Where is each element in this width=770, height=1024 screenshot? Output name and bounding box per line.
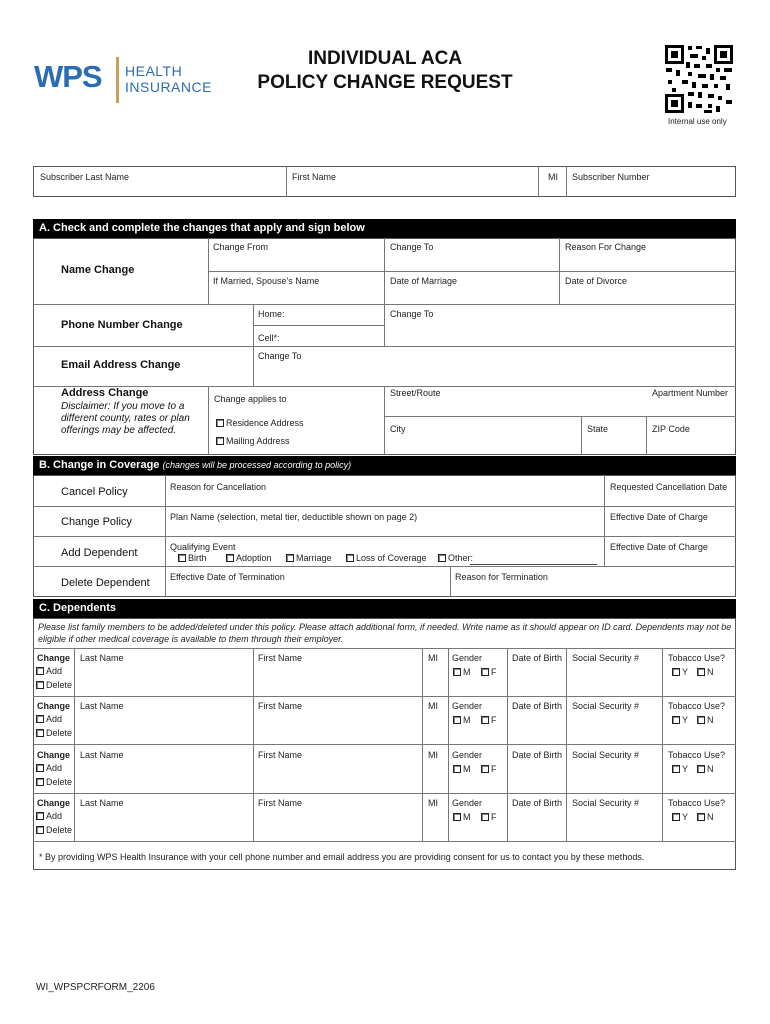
dependent-last-name-field[interactable]: Last Name (80, 701, 124, 711)
checkbox-icon[interactable] (36, 715, 44, 723)
tobacco-use-label: Tobacco Use? (668, 750, 726, 760)
other-event-input[interactable] (470, 564, 597, 565)
dependent-add-checkbox[interactable]: Add (36, 666, 62, 676)
phone-change-label: Phone Number Change (61, 319, 183, 331)
dependent-add-checkbox[interactable]: Add (36, 763, 62, 773)
spouse-name-field[interactable]: If Married, Spouse's Name (213, 276, 320, 286)
reason-for-change-field[interactable]: Reason For Change (565, 242, 647, 252)
section-a-title: A. Check and complete the changes that apply and sign below (39, 222, 365, 234)
home-phone-field[interactable]: Home: (258, 309, 285, 319)
checkbox-icon[interactable] (216, 419, 224, 427)
subscriber-last-name-field[interactable]: Subscriber Last Name (40, 172, 130, 182)
dependent-gender-label: Gender (452, 750, 483, 760)
cell-phone-field[interactable]: Cell*: (258, 333, 280, 343)
tobacco-y-checkbox[interactable]: Y (672, 667, 688, 677)
checkbox-icon[interactable] (36, 778, 44, 786)
address-change-label: Address Change (61, 387, 149, 399)
checkbox-icon[interactable] (672, 765, 680, 773)
tobacco-n-checkbox[interactable]: N (697, 764, 714, 774)
dependent-gender-label: Gender (452, 798, 483, 808)
checkbox-icon[interactable] (481, 765, 489, 773)
checkbox-icon[interactable] (438, 554, 446, 562)
dependent-mi-field[interactable]: MI (428, 701, 438, 711)
gender-m-checkbox[interactable]: M (453, 764, 471, 774)
gender-m-checkbox[interactable]: M (453, 667, 471, 677)
checkbox-icon[interactable] (672, 813, 680, 821)
logo-wps-text: WPS (34, 59, 102, 94)
checkbox-icon[interactable] (346, 554, 354, 562)
tobacco-y-checkbox[interactable]: Y (672, 812, 688, 822)
gender-m-checkbox[interactable]: M (453, 715, 471, 725)
checkbox-icon[interactable] (481, 716, 489, 724)
dependent-ssn-field[interactable]: Social Security # (572, 798, 640, 808)
checkbox-icon[interactable] (697, 813, 705, 821)
subscriber-mi-field[interactable]: MI (548, 172, 558, 182)
checkbox-icon[interactable] (453, 716, 461, 724)
logo-health-text: HEALTH (125, 63, 183, 79)
date-of-marriage-field[interactable]: Date of Marriage (390, 276, 458, 286)
checkbox-icon[interactable] (36, 764, 44, 772)
section-b-header (33, 456, 736, 475)
phone-change-to-field[interactable]: Change To (390, 309, 434, 319)
dependent-first-name-field[interactable]: First Name (258, 653, 303, 663)
qr-code (664, 44, 734, 114)
event-other-checkbox[interactable]: Other: (438, 553, 473, 563)
city-field[interactable]: City (390, 424, 406, 434)
zip-code-field[interactable]: ZIP Code (652, 424, 690, 434)
checkbox-icon[interactable] (36, 812, 44, 820)
dependent-ssn-field[interactable]: Social Security # (572, 701, 640, 711)
effective-date-termination-field[interactable]: Effective Date of Termination (170, 572, 285, 582)
checkbox-icon[interactable] (286, 554, 294, 562)
change-to-field[interactable]: Change To (390, 242, 434, 252)
section-a-header (33, 219, 736, 238)
change-applies-to-label: Change applies to (214, 394, 287, 404)
residence-address-checkbox[interactable]: Residence Address (216, 418, 304, 428)
dependent-last-name-field[interactable]: Last Name (80, 750, 124, 760)
effective-date-change-field-2[interactable]: Effective Date of Charge (610, 542, 708, 552)
dependent-ssn-field[interactable]: Social Security # (572, 653, 640, 663)
cancel-policy-label: Cancel Policy (61, 486, 128, 498)
title-line-1: INDIVIDUAL ACA (307, 48, 463, 69)
dependent-last-name-field[interactable]: Last Name (80, 798, 124, 808)
address-disclaimer: Disclaimer: If you move to a different county, rates or plan offerings may be affected. (61, 401, 190, 436)
tobacco-y-checkbox[interactable]: Y (672, 715, 688, 725)
checkbox-icon[interactable] (453, 668, 461, 676)
gender-f-checkbox[interactable]: F (481, 764, 497, 774)
email-change-to-field[interactable]: Change To (258, 351, 302, 361)
footnote: * By providing WPS Health Insurance with your cell phone number and email address you are providing consent for us to contact you by these methods. (39, 852, 645, 862)
dependent-gender-label: Gender (452, 653, 483, 663)
event-marriage-checkbox[interactable]: Marriage (286, 553, 332, 563)
dependent-delete-checkbox[interactable]: Delete (36, 825, 72, 835)
dependent-add-checkbox[interactable]: Add (36, 714, 62, 724)
checkbox-icon[interactable] (697, 716, 705, 724)
qualifying-event-label: Qualifying Event (170, 542, 236, 552)
dependent-change-label: Change (37, 701, 71, 711)
dependent-mi-field[interactable]: MI (428, 798, 438, 808)
checkbox-icon[interactable] (481, 668, 489, 676)
tobacco-use-label: Tobacco Use? (668, 798, 726, 808)
section-c-title: C. Dependents (39, 602, 117, 614)
name-change-label: Name Change (61, 264, 135, 276)
checkbox-icon[interactable] (453, 813, 461, 821)
change-policy-label: Change Policy (61, 516, 132, 528)
email-change-label: Email Address Change (61, 359, 181, 371)
checkbox-icon[interactable] (672, 716, 680, 724)
delete-dependent-label: Delete Dependent (61, 577, 150, 589)
dependent-mi-field[interactable]: MI (428, 750, 438, 760)
checkbox-icon[interactable] (453, 765, 461, 773)
page-title (230, 47, 540, 95)
reason-for-termination-field[interactable]: Reason for Termination (455, 572, 548, 582)
dependent-gender-label: Gender (452, 701, 483, 711)
dependent-dob-field[interactable]: Date of Birth (512, 750, 563, 760)
dependent-add-checkbox[interactable]: Add (36, 811, 62, 821)
gender-f-checkbox[interactable]: F (481, 812, 497, 822)
logo-divider (116, 57, 119, 103)
event-loss-of-coverage-checkbox[interactable]: Loss of Coverage (346, 553, 427, 563)
checkbox-icon[interactable] (36, 667, 44, 675)
gender-m-checkbox[interactable]: M (453, 812, 471, 822)
dependent-first-name-field[interactable]: First Name (258, 701, 303, 711)
form-id: WI_WPSPCRFORM_2206 (36, 982, 155, 993)
checkbox-icon[interactable] (36, 681, 44, 689)
gender-f-checkbox[interactable]: F (481, 715, 497, 725)
tobacco-y-checkbox[interactable]: Y (672, 764, 688, 774)
checkbox-icon[interactable] (178, 554, 186, 562)
change-from-field[interactable]: Change From (213, 242, 269, 252)
mailing-address-checkbox[interactable]: Mailing Address (216, 436, 290, 446)
wps-logo (34, 57, 214, 107)
reason-for-cancellation-field[interactable]: Reason for Cancellation (170, 482, 267, 492)
tobacco-n-checkbox[interactable]: N (697, 812, 714, 822)
dependent-last-name-field[interactable]: Last Name (80, 653, 124, 663)
date-of-divorce-field[interactable]: Date of Divorce (565, 276, 628, 286)
event-birth-checkbox[interactable]: Birth (178, 553, 207, 563)
state-field[interactable]: State (587, 424, 609, 434)
dependent-change-label: Change (37, 798, 71, 808)
apartment-number-field[interactable]: Apartment Number (652, 388, 729, 398)
tobacco-use-label: Tobacco Use? (668, 701, 726, 711)
dependents-instructions: Please list family members to be added/deleted under this policy. Please attach additional form, if needed. Write name as it should appear on ID card. Dependents may not be eligible if other medical coverage is available to them through their employer. (38, 622, 732, 644)
tobacco-n-checkbox[interactable]: N (697, 715, 714, 725)
dependent-change-label: Change (37, 653, 71, 663)
gender-f-checkbox[interactable]: F (481, 667, 497, 677)
dependent-mi-field[interactable]: MI (428, 653, 438, 663)
dependent-delete-checkbox[interactable]: Delete (36, 728, 72, 738)
title-line-2: POLICY CHANGE REQUEST (257, 72, 513, 93)
tobacco-use-label: Tobacco Use? (668, 653, 726, 663)
dependent-dob-field[interactable]: Date of Birth (512, 701, 563, 711)
checkbox-icon[interactable] (672, 668, 680, 676)
requested-cancellation-date-field[interactable]: Requested Cancellation Date (610, 482, 728, 492)
checkbox-icon[interactable] (226, 554, 234, 562)
logo-insurance-text: INSURANCE (125, 79, 212, 95)
dependent-first-name-field[interactable]: First Name (258, 750, 303, 760)
dependent-dob-field[interactable]: Date of Birth (512, 653, 563, 663)
checkbox-icon[interactable] (36, 729, 44, 737)
event-adoption-checkbox[interactable]: Adoption (226, 553, 272, 563)
subscriber-number-field[interactable]: Subscriber Number (572, 172, 650, 182)
street-route-field[interactable]: Street/Route (390, 388, 441, 398)
qr-caption: Internal use only (668, 117, 727, 126)
checkbox-icon[interactable] (481, 813, 489, 821)
dependent-ssn-field[interactable]: Social Security # (572, 750, 640, 760)
checkbox-icon[interactable] (697, 765, 705, 773)
effective-date-change-field[interactable]: Effective Date of Charge (610, 512, 708, 522)
checkbox-icon[interactable] (697, 668, 705, 676)
dependent-first-name-field[interactable]: First Name (258, 798, 303, 808)
dependent-delete-checkbox[interactable]: Delete (36, 680, 72, 690)
add-dependent-label: Add Dependent (61, 547, 138, 559)
checkbox-icon[interactable] (36, 826, 44, 834)
section-b-note: (changes will be processed according to policy) (162, 460, 352, 470)
dependent-delete-checkbox[interactable]: Delete (36, 777, 72, 787)
section-b-title: B. Change in Coverage (39, 459, 160, 471)
plan-name-field[interactable]: Plan Name (selection, metal tier, deductible shown on page 2) (170, 512, 418, 522)
checkbox-icon[interactable] (216, 437, 224, 445)
dependent-dob-field[interactable]: Date of Birth (512, 798, 563, 808)
dependent-change-label: Change (37, 750, 71, 760)
tobacco-n-checkbox[interactable]: N (697, 667, 714, 677)
subscriber-first-name-field[interactable]: First Name (292, 172, 337, 182)
section-c-header (33, 599, 736, 618)
